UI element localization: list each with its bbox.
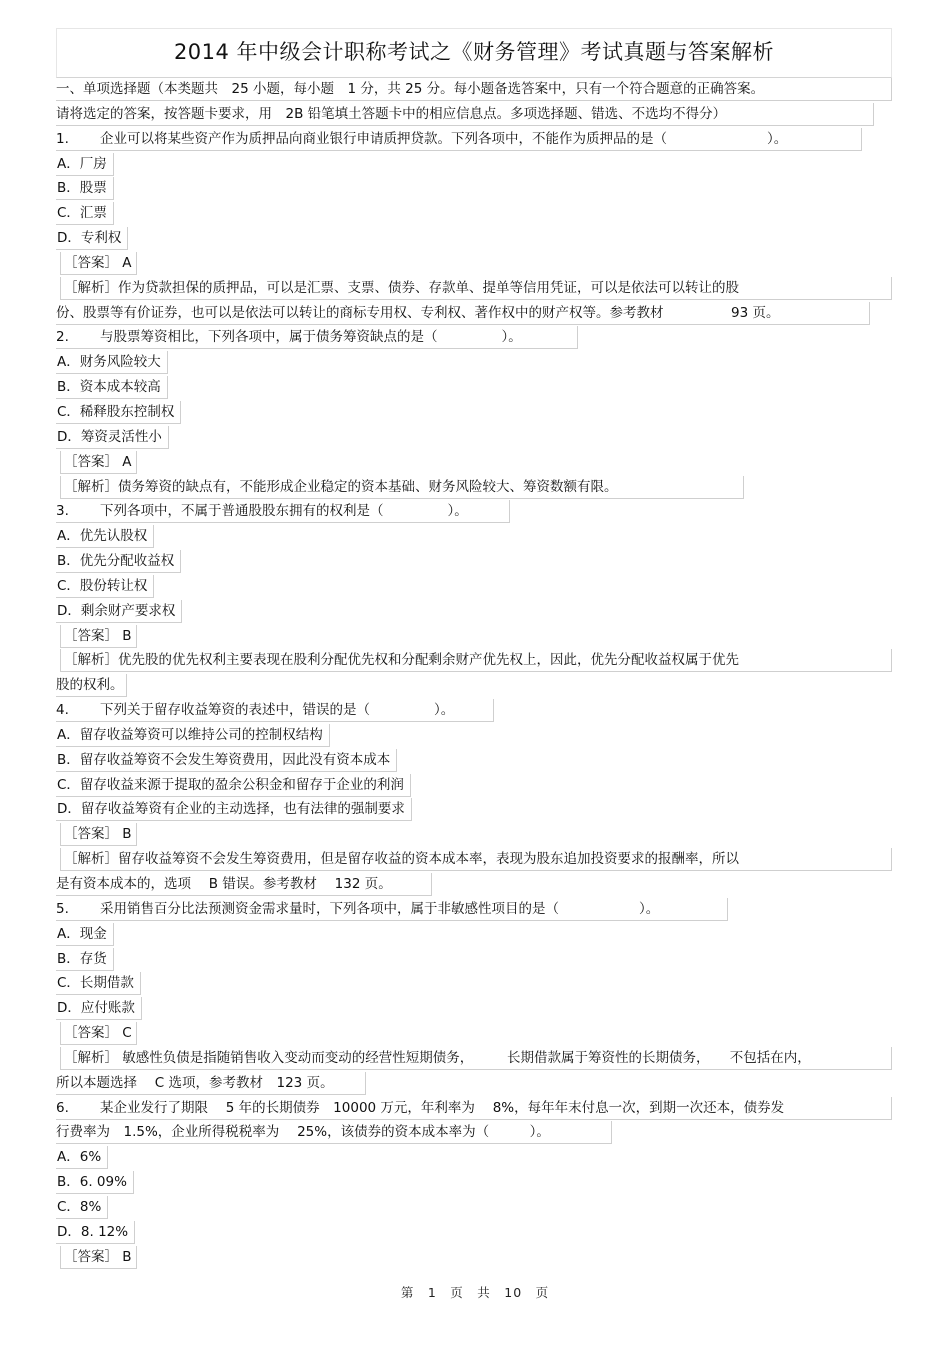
question-3-option-d: D．剩余财产要求权 <box>56 600 182 623</box>
question-5-stem: 5. 采用销售百分比法预测资金需求量时，下列各项中，属于非敏感性项目的是（ ）。 <box>56 898 728 921</box>
question-6-option-a: A．6% <box>56 1146 108 1169</box>
page-title: 2014 年中级会计职称考试之《财务管理》考试真题与答案解析 <box>56 28 892 78</box>
question-1-answer: ［答案］ A <box>60 252 137 275</box>
question-number: 1. <box>56 130 69 147</box>
question-4-option-b: B．留存收益筹资不会发生筹资费用，因此没有资本成本 <box>56 749 397 772</box>
question-number: 3. <box>56 503 69 520</box>
question-5-option-b: B．存货 <box>56 948 114 971</box>
question-3-explanation-line-1: ［解析］优先股的优先权利主要表现在股利分配优先权和分配剩余财产优先权上，因此，优先分配收益权属于优先 <box>60 649 892 672</box>
question-2-answer: ［答案］ A <box>60 451 137 474</box>
question-2-stem: 2. 与股票筹资相比，下列各项中，属于债务筹资缺点的是（ ）。 <box>56 326 578 349</box>
question-1-option-c: C．汇票 <box>56 202 114 225</box>
question-6-option-d: D．8. 12% <box>56 1221 135 1244</box>
question-2-option-a: A．财务风险较大 <box>56 351 168 374</box>
question-number: 4. <box>56 702 69 719</box>
question-number: 2. <box>56 329 69 346</box>
question-4-answer: ［答案］ B <box>60 823 137 846</box>
question-4-option-c: C．留存收益来源于提取的盈余公积金和留存于企业的利润 <box>56 774 411 797</box>
question-3-explanation-line-2: 股的权利。 <box>56 674 127 697</box>
page-footer: 第 1 页 共 10 页 <box>400 1285 550 1300</box>
question-6-option-b: B．6. 09% <box>56 1171 134 1194</box>
question-6-stem-continued: 行费率为 1.5%，企业所得税税率为 25%，该债券的资本成本率为（ ）。 <box>56 1121 612 1144</box>
question-2-option-c: C．稀释股东控制权 <box>56 401 181 424</box>
question-5-explanation-line-2: 所以本题选择 C 选项，参考教材 123 页。 <box>56 1072 366 1095</box>
question-6-stem: 6. 某企业发行了期限 5 年的长期债券 10000 万元，年利率为 8%，每年年末付息一次，到期一次还本，债券发 <box>56 1097 892 1120</box>
question-1-explanation-line-2: 份、股票等有价证券，也可以是依法可以转让的商标专用权、专利权、著作权中的财产权等。参考教材 93 页。 <box>56 302 870 325</box>
section-intro-line-2: 请将选定的答案，按答题卡要求，用 2B 铅笔填土答题卡中的相应信息点。多项选择题、错选、不选均不得分） <box>56 103 874 126</box>
question-6-option-c: C．8% <box>56 1196 108 1219</box>
question-3-answer: ［答案］ B <box>60 625 137 648</box>
question-2-explanation-line-1: ［解析］债务筹资的缺点有，不能形成企业稳定的资本基础、财务风险较大、筹资数额有限。 <box>60 476 744 499</box>
question-5-option-d: D．应付账款 <box>56 997 142 1020</box>
question-5-explanation-line-1: ［解析］ 敏感性负债是指随销售收入变动而变动的经营性短期债务， 长期借款属于筹资性的长期债务， 不包括在内， <box>60 1047 892 1070</box>
question-6-answer: ［答案］ B <box>60 1246 137 1269</box>
question-1-option-b: B．股票 <box>56 177 114 200</box>
question-5-answer: ［答案］ C <box>60 1022 137 1045</box>
question-4-option-a: A．留存收益筹资可以维持公司的控制权结构 <box>56 724 330 747</box>
question-5-option-a: A．现金 <box>56 923 114 946</box>
question-1-option-d: D．专利权 <box>56 227 128 250</box>
question-number: 6. <box>56 1099 69 1116</box>
question-1-stem: 1. 企业可以将某些资产作为质押品向商业银行申请质押贷款。下列各项中，不能作为质押品的是（ ）。 <box>56 128 862 151</box>
question-5-option-c: C．长期借款 <box>56 972 141 995</box>
question-3-option-a: A．优先认股权 <box>56 525 154 548</box>
question-3-option-b: B．优先分配收益权 <box>56 550 181 573</box>
question-number: 5. <box>56 900 69 917</box>
question-4-option-d: D．留存收益筹资有企业的主动选择，也有法律的强制要求 <box>56 798 412 821</box>
question-1-option-a: A．厂房 <box>56 153 114 176</box>
question-2-option-b: B．资本成本较高 <box>56 376 168 399</box>
question-4-explanation-line-1: ［解析］留存收益筹资不会发生筹资费用，但是留存收益的资本成本率，表现为股东追加投资要求的报酬率，所以 <box>60 848 892 871</box>
question-2-option-d: D．筹资灵活性小 <box>56 426 169 449</box>
question-3-option-c: C．股份转让权 <box>56 575 154 598</box>
section-intro-line-1: 一、单项选择题（本类题共 25 小题，每小题 1 分，共 25 分。每小题备选答案中，只有一个符合题意的正确答案。 <box>56 78 892 101</box>
question-1-explanation-line-1: ［解析］作为贷款担保的质押品，可以是汇票、支票、债券、存款单、提单等信用凭证，可以是依法可以转让的股 <box>60 277 892 300</box>
question-4-stem: 4. 下列关于留存收益筹资的表述中，错误的是（ ）。 <box>56 699 494 722</box>
question-4-explanation-line-2: 是有资本成本的，选项 B 错误。参考教材 132 页。 <box>56 873 432 896</box>
document-body <box>56 78 892 1271</box>
question-3-stem: 3. 下列各项中，不属于普通股股东拥有的权利是（ ）。 <box>56 500 510 523</box>
